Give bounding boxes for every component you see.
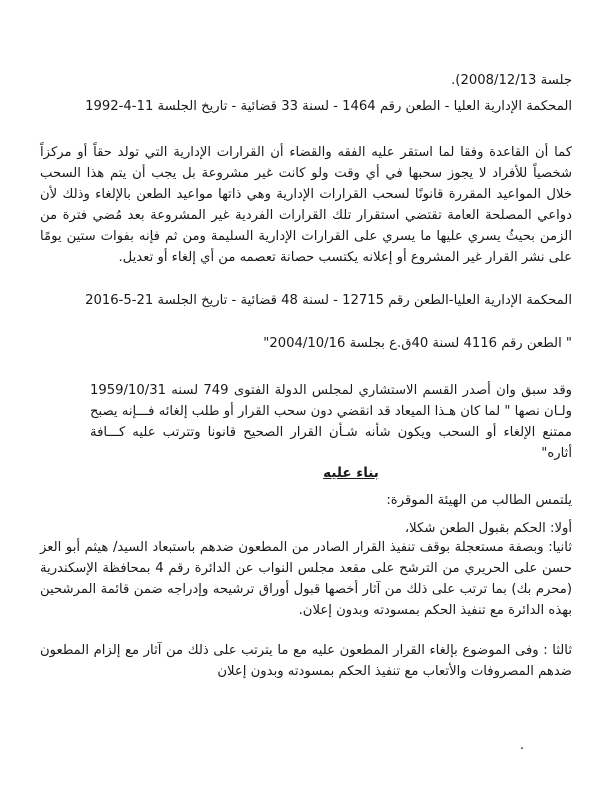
conclusion-heading (0, 465, 612, 481)
session-date-line: جلسة 2008/12/13). (451, 73, 572, 88)
request-intro: يلتمس الطالب من الهيئة الموقرة: (386, 493, 572, 508)
request-item-2: ثانيا: وبصفة مستعجلة بوقف تنفيذ القرار الصادر من المطعون ضدهم باستبعاد السيد/ هيثم أبو العز حسن على الحريري من الترشح على مقعد مجلس النواب عن الدائرة رقم 4 بمحافظة الإسكندرية (محرم بك) بما ترتب على ذلك من آثار أخصها قبول أوراق ترشيحه وإدراجه ضمن قائمة المرشحين بهذه الدائرة مع تنفيذ الحكم بمسودته وبدون إعلان. (40, 540, 572, 618)
conclusion-heading-text: بناء عليه (323, 465, 379, 481)
request-item-1: أولا: الحكم بقبول الطعن شكلا، (404, 521, 572, 536)
ruling-citation-2: المحكمة الإدارية العليا-الطعن رقم 12715 - لسنة 48 قضائية - تاريخ الجلسة 21-5-2016 (85, 293, 572, 308)
request-item-3: ثالثا : وفى الموضوع بإلغاء القرار المطعون عليه مع ما يترتب على ذلك من آثار مع إلزام المطعون ضدهم المصروفات والأتعاب مع تنفيذ الحكم بمسودته وبدون إعلان (40, 643, 572, 679)
legal-principle-paragraph: كما أن القاعدة وفقا لما استقر عليه الفقه والقضاء أن القرارات الإدارية التي تولد حقاً أو مركزاً شخصياً للأفراد لا يجوز سحبها في أي وقت ولو كانت غير مشروعة بل يجب أن يتم هذا السحب خلال المواعيد المقررة قانونًا لسحب القرارات الإدارية وهي ذاتها مواعيد الطعن بالإلغاء وذلك لأن دواعي المصلحة العامة تقتضي استقرار تلك القرارات الفردية غير المشروعة بعد مُضي فترة من الزمن بحيثُ يسري عليها ما يسري على القرارات الإدارية السليمة ومن ثم فإنه بفوات ستين يومًا على نشر القرار غير المشروع أو إعلانه يكتسب حصانة تعصمه من أي إلغاء أو تعديل. (40, 145, 572, 265)
ruling-citation-1: المحكمة الإدارية العليا - الطعن رقم 1464 - لسنة 33 قضائية - تاريخ الجلسة 11-4-1992 (85, 99, 572, 114)
trailing-mark: . (519, 738, 524, 753)
fatwa-paragraph: وقد سبق وان أصدر القسم الاستشاري لمجلس الدولة الفتوى 749 لسنه 1959/10/31 ولـان نصها " لما كان هـذا الميعاد قد انقضي دون سحب القرار أو طلب إلغائه فـــإنه يصبح ممتنع الإلغاء أو السحب ويكون شأنه شـأن القرار الصحيح قانونا وتترتب عليه كـــافة أثاره" (90, 383, 572, 461)
ruling-citation-3: " الطعن رقم 4116 لسنة 40ق.ع بجلسة 2004/10/16" (263, 336, 572, 351)
